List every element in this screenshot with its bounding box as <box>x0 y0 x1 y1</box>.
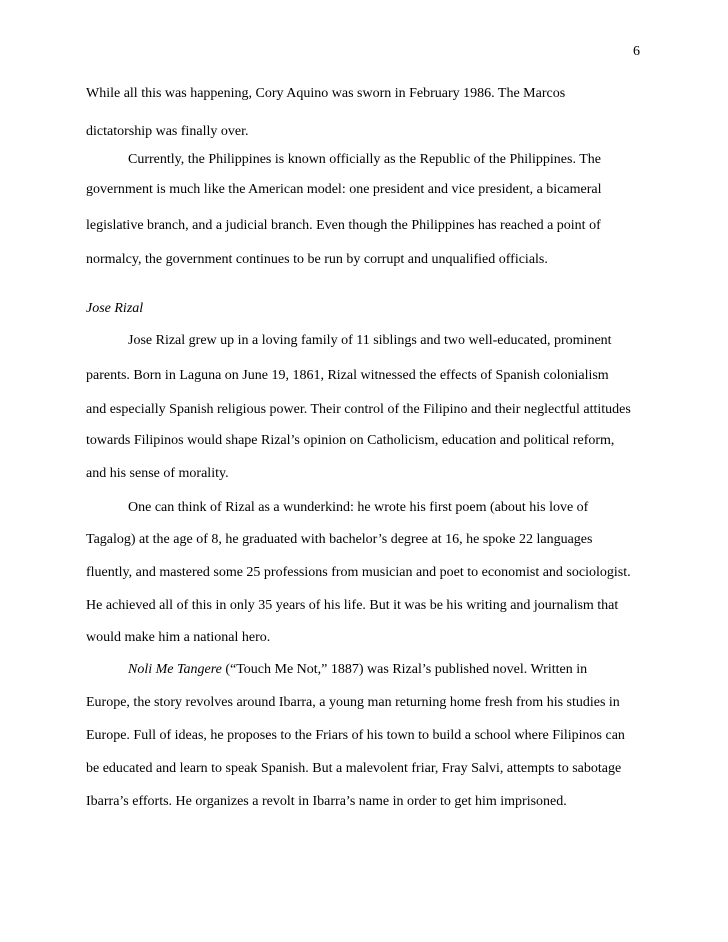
paragraph-line: normalcy, the government continues to be run by corrupt and unqualified officials. <box>86 252 548 267</box>
paragraph-line: Europe, the story revolves around Ibarra, a young man returning home fresh from his studies in <box>86 695 620 710</box>
paragraph-line: fluently, and mastered some 25 professions from musician and poet to economist and sociologist. <box>86 565 631 580</box>
paragraph-line: Jose Rizal grew up in a loving family of 11 siblings and two well-educated, prominent <box>128 333 612 348</box>
paragraph-line: One can think of Rizal as a wunderkind: he wrote his first poem (about his love of <box>128 500 589 515</box>
page-number: 6 <box>633 44 640 59</box>
paragraph-line: Ibarra’s efforts. He organizes a revolt in Ibarra’s name in order to get him imprisoned. <box>86 794 567 809</box>
paragraph-line: government is much like the American model: one president and vice president, a bicameral <box>86 182 602 197</box>
paragraph-line: Currently, the Philippines is known officially as the Republic of the Philippines. The <box>128 152 601 167</box>
paragraph-line: parents. Born in Laguna on June 19, 1861, Rizal witnessed the effects of Spanish colonialism <box>86 368 609 383</box>
paragraph-line <box>128 662 587 678</box>
paragraph-line: legislative branch, and a judicial branch. Even though the Philippines has reached a point of <box>86 218 601 233</box>
paragraph-line: While all this was happening, Cory Aquino was sworn in February 1986. The Marcos <box>86 86 566 101</box>
paragraph-line: He achieved all of this in only 35 years of his life. But it was be his writing and journalism that <box>86 598 619 613</box>
book-title: Noli Me Tangere <box>128 662 222 677</box>
section-heading: Jose Rizal <box>86 301 144 316</box>
paragraph-line: Europe. Full of ideas, he proposes to the Friars of his town to build a school where Filipinos can <box>86 728 625 743</box>
paragraph-line: Tagalog) at the age of 8, he graduated with bachelor’s degree at 16, he spoke 22 languages <box>86 532 593 547</box>
paragraph-line: and especially Spanish religious power. Their control of the Filipino and their neglectful attitudes <box>86 402 631 417</box>
paragraph-line: and his sense of morality. <box>86 466 229 481</box>
line-text: (“Touch Me Not,” 1887) was Rizal’s published novel. Written in <box>221 662 588 677</box>
paragraph-line: towards Filipinos would shape Rizal’s opinion on Catholicism, education and political reform, <box>86 433 615 448</box>
paragraph-line: dictatorship was finally over. <box>86 124 249 139</box>
paragraph-line: would make him a national hero. <box>86 630 271 645</box>
paragraph-line: be educated and learn to speak Spanish. But a malevolent friar, Fray Salvi, attempts to sabotage <box>86 761 622 776</box>
